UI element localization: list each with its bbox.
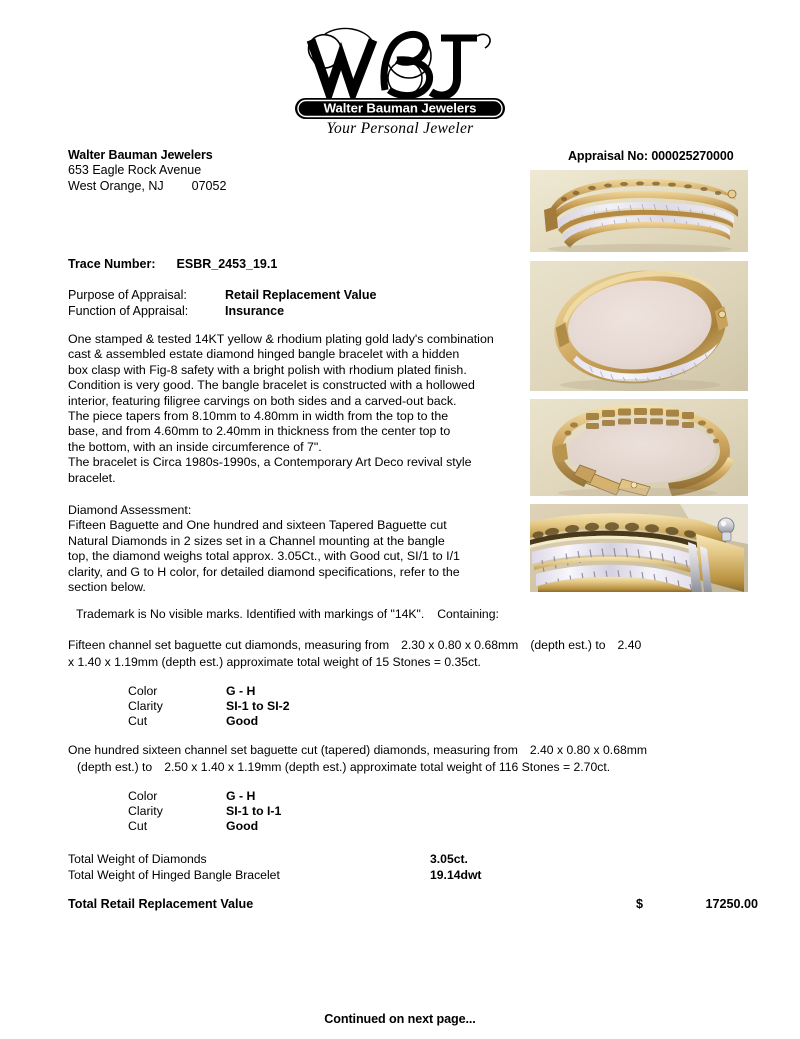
purpose-function-block [68, 288, 376, 319]
spec-value: SI-1 to I-1 [226, 804, 282, 819]
trace-number-value: ESBR_2453_19.1 [176, 257, 278, 271]
assessment-line: Fifteen Baguette and One hundred and sixteen Tapered Baguette cut [68, 518, 447, 533]
spec-value: Good [226, 714, 259, 729]
appraisal-number: Appraisal No: 000025270000 [568, 149, 734, 163]
description-line: One stamped & tested 14KT yellow & rhodium plating gold lady's combination [68, 332, 494, 346]
stone-group-2-dim-from: 2.40 x 0.80 x 0.68mm [529, 743, 648, 757]
spec-row [128, 819, 281, 834]
stone-group-2-lead: One hundred sixteen channel set baguette cut (tapered) diamonds, measuring from [68, 743, 518, 757]
spec-value: G - H [226, 789, 256, 803]
stone-group-1-dim-to: 2.40 [617, 638, 642, 652]
grand-total-row [68, 897, 758, 911]
grand-total-currency: $ [636, 897, 644, 911]
description-line: box clasp with Fig-8 safety with a bright polish with rhodium plated finish. [68, 362, 467, 377]
logo-tagline-text: Your Personal Jeweler [326, 120, 474, 137]
company-logo [0, 16, 800, 138]
total-label: Total Weight of Diamonds [68, 852, 207, 866]
assessment-line: section below. [68, 580, 146, 595]
trace-number-label: Trace Number: [68, 257, 156, 271]
spec-value: Good [226, 819, 259, 834]
photo-bangle-open-clasp-view [530, 399, 748, 496]
spec-key: Color [128, 684, 158, 698]
function-row [68, 304, 376, 320]
trademark-line [76, 607, 499, 621]
stone-group-1-paragraph [68, 637, 768, 670]
purpose-label: Purpose of Appraisal: [68, 288, 187, 302]
total-row [68, 867, 758, 883]
stone-group-2-paragraph [68, 742, 768, 775]
total-value: 3.05ct. [430, 852, 468, 866]
purpose-value: Retail Replacement Value [225, 288, 377, 302]
firm-street: 653 Eagle Rock Avenue [68, 163, 202, 177]
description-line: interior, featuring filigree carvings on both sides and a carved-out back. [68, 393, 457, 408]
description-line: Condition is very good. The bangle bracelet is constructed with a hollowed [68, 378, 475, 393]
photo-bangle-angled-view [530, 170, 748, 252]
grand-total-label: Total Retail Replacement Value [68, 897, 254, 911]
description-line: bracelet. [68, 470, 116, 485]
photo-bangle-top-view [530, 261, 748, 391]
stone-group-1-spec-table [128, 684, 290, 730]
stone-group-1-line-1 [68, 637, 768, 654]
stone-group-2-dim-to: 2.50 x 1.40 x 1.19mm (depth est.) approximate total weight of 116 Stones = 2.70ct. [164, 759, 611, 774]
spec-row [128, 714, 290, 729]
stone-group-1-dim-from: 2.30 x 0.80 x 0.68mm [401, 638, 519, 652]
assessment-line: Natural Diamonds in 2 sizes set in a Channel mounting at the bangle [68, 533, 445, 548]
spec-row [128, 699, 290, 714]
photo-diamond-channel-closeup [530, 504, 748, 592]
firm-zip: 07052 [191, 178, 227, 193]
spec-value: G - H [226, 684, 256, 698]
trademark-containing: Containing: [437, 607, 499, 621]
totals-block [68, 851, 758, 883]
photo-1-artwork [530, 170, 748, 252]
firm-city-state: West Orange, NJ [68, 178, 164, 193]
description-line: the bottom, with an inside circumference of 7". [68, 439, 322, 454]
assessment-line: top, the diamond weighs total approx. 3.05Ct., with Good cut, SI/1 to I/1 [68, 549, 460, 564]
firm-address-block [68, 148, 398, 194]
logo-banner [295, 98, 505, 119]
spec-key: Cut [128, 714, 148, 729]
description-line: The piece tapers from 8.10mm to 4.80mm in width from the top to the [68, 409, 449, 424]
description-line: cast & assembled estate diamond hinged bangle bracelet with a hidden [68, 347, 460, 362]
spec-key: Clarity [128, 804, 163, 819]
firm-city-state-zip [68, 179, 398, 195]
spec-row [128, 804, 281, 819]
spec-row [128, 789, 281, 804]
purpose-row [68, 288, 376, 304]
assessment-line: clarity, and G to H color, for detailed diamond specifications, refer to the [68, 564, 460, 579]
firm-name: Walter Bauman Jewelers [68, 148, 213, 162]
stone-group-2-depth-note: (depth est.) to [77, 759, 153, 774]
stone-group-1-line-2: x 1.40 x 1.19mm (depth est.) approximate total weight of 15 Stones = 0.35ct. [68, 654, 481, 669]
trademark-text: Trademark is No visible marks. Identified with markings of "14K". [76, 607, 425, 621]
trace-number-row [68, 257, 277, 271]
stone-group-2-spec-table [128, 789, 281, 835]
function-label: Function of Appraisal: [68, 303, 189, 318]
stone-group-2-line-2 [68, 759, 768, 776]
description-line: The bracelet is Circa 1980s-1990s, a Contemporary Art Deco revival style [68, 455, 472, 470]
spec-value: SI-1 to SI-2 [226, 699, 290, 714]
total-value: 19.14dwt [430, 868, 482, 882]
spec-key: Color [128, 789, 158, 803]
photo-4-artwork [530, 504, 748, 592]
function-value: Insurance [225, 303, 285, 318]
diamond-assessment [68, 503, 530, 595]
stone-group-1-lead: Fifteen channel set baguette cut diamonds, measuring from [68, 638, 390, 652]
assessment-heading: Diamond Assessment: [68, 503, 192, 517]
total-label: Total Weight of Hinged Bangle Bracelet [68, 868, 280, 882]
spec-key: Clarity [128, 699, 163, 714]
total-row [68, 851, 758, 867]
grand-total-amount: 17250.00 [705, 897, 758, 911]
description-line: base, and from 4.60mm to 2.40mm in thickness from the center top to [68, 424, 451, 439]
photo-2-artwork [530, 261, 748, 391]
logo-monogram-icon [308, 28, 490, 95]
stone-group-2-line-1 [68, 742, 768, 759]
logo-banner-text: Walter Bauman Jewelers [323, 100, 477, 116]
logo-artwork [281, 16, 519, 138]
page-footer: Continued on next page... [324, 1012, 476, 1026]
item-description [68, 332, 530, 486]
photo-3-artwork [530, 399, 748, 496]
stone-group-1-depth-note: (depth est.) to [530, 638, 606, 652]
spec-key: Cut [128, 819, 148, 834]
spec-row [128, 684, 290, 699]
